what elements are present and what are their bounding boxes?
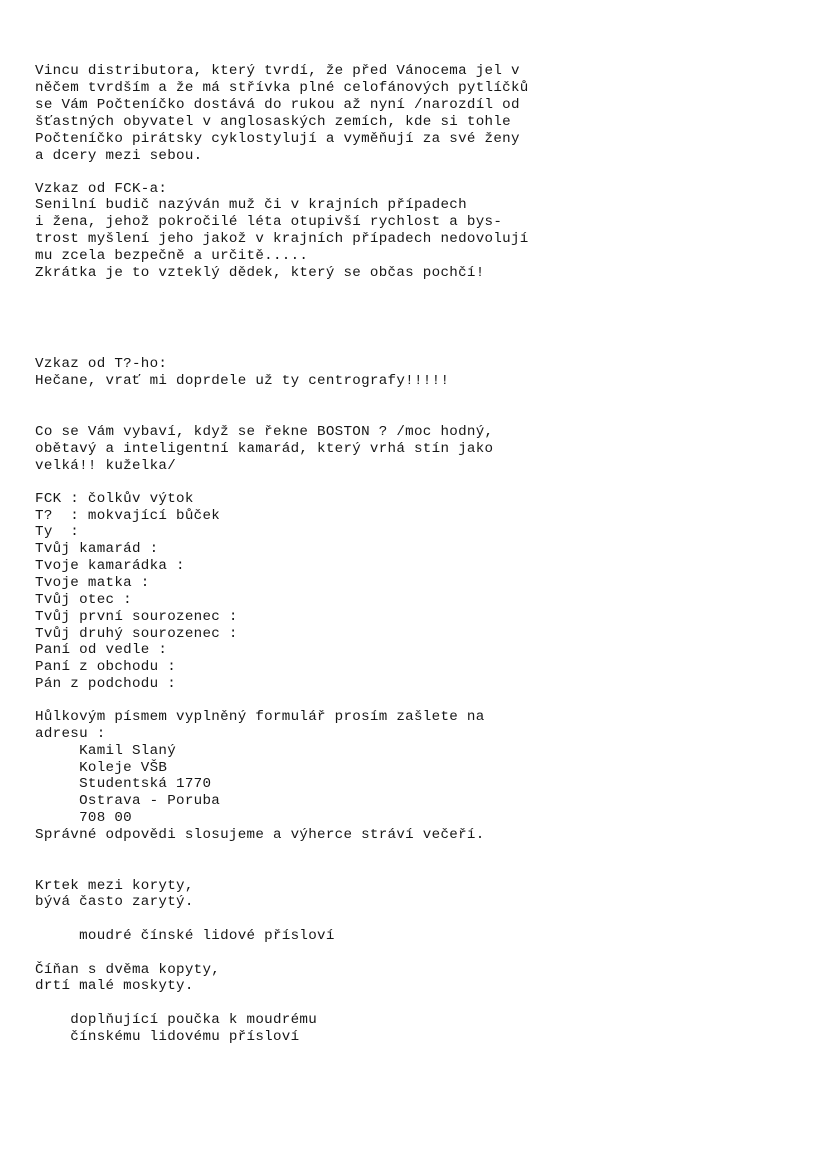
text-line: 708 00 <box>35 810 132 826</box>
text-line: i žena, jehož pokročilé léta otupivší rychlost a bys- <box>35 214 503 230</box>
text-line: šťastných obyvatel v anglosaských zemích, kde si tohle <box>35 114 511 130</box>
text-line: Tvůj kamarád : <box>35 541 159 557</box>
text-line: Tvůj druhý sourozenec : <box>35 626 238 642</box>
text-line: doplňující poučka k moudrému <box>35 1012 318 1028</box>
text-line: Hůlkovým písmem vyplněný formulář prosím zašlete na <box>35 709 485 725</box>
text-line: Tvůj první sourozenec : <box>35 609 238 625</box>
text-line: Správné odpovědi slosujeme a výherce stráví večeří. <box>35 827 485 843</box>
text-line: Pán z podchodu : <box>35 676 177 692</box>
text-line: moudré čínské lidové přísloví <box>35 928 335 944</box>
text-line: Vzkaz od FCK-a: <box>35 181 168 197</box>
text-line: T? : mokvající bůček <box>35 508 221 524</box>
text-line: Tvoje matka : <box>35 575 150 591</box>
text-line: obětavý a inteligentní kamarád, který vrhá stín jako <box>35 441 494 457</box>
text-line: Paní od vedle : <box>35 642 168 658</box>
text-line: trost myšlení jeho jakož v krajních případech nedovolují <box>35 231 529 247</box>
text-line: FCK : čolkův výtok <box>35 491 194 507</box>
text-line: velká!! kuželka/ <box>35 458 177 474</box>
text-line: Hečane, vrať mi doprdele už ty centrografy!!!!! <box>35 373 450 389</box>
text-line: Vzkaz od T?-ho: <box>35 356 168 372</box>
text-line: drtí malé moskyty. <box>35 978 194 994</box>
text-line: Paní z obchodu : <box>35 659 177 675</box>
text-line: Krtek mezi koryty, <box>35 878 194 894</box>
text-line: Tvoje kamarádka : <box>35 558 185 574</box>
text-line: čínskému lidovému přísloví <box>35 1029 300 1045</box>
text-line: adresu : <box>35 726 106 742</box>
text-line: Ostrava - Poruba <box>35 793 221 809</box>
text-line: Číňan s dvěma kopyty, <box>35 962 221 978</box>
text-line: Ty : <box>35 524 80 540</box>
text-line: mu zcela bezpečně a určitě..... <box>35 248 309 264</box>
text-line: Koleje VŠB <box>35 760 168 776</box>
text-line: Vincu distributora, který tvrdí, že před Vánocema jel v <box>35 63 520 79</box>
text-line: Kamil Slaný <box>35 743 177 759</box>
text-line: něčem tvrdším a že má střívka plné celofánových pytlíčků <box>35 80 529 96</box>
text-line: Studentská 1770 <box>35 776 212 792</box>
text-line: Počteníčko pirátsky cyklostylují a vyměňují za své ženy <box>35 131 520 147</box>
text-line: Co se Vám vybaví, když se řekne BOSTON ? /moc hodný, <box>35 424 494 440</box>
text-line: Tvůj otec : <box>35 592 132 608</box>
text-line: se Vám Počteníčko dostává do rukou až nyní /narozdíl od <box>35 97 520 113</box>
text-line: bývá často zarytý. <box>35 894 194 910</box>
text-line: Zkrátka je to vzteklý dědek, který se občas pochčí! <box>35 265 485 281</box>
text-line: Senilní budič nazýván muž či v krajních případech <box>35 197 467 213</box>
text-line: a dcery mezi sebou. <box>35 148 203 164</box>
